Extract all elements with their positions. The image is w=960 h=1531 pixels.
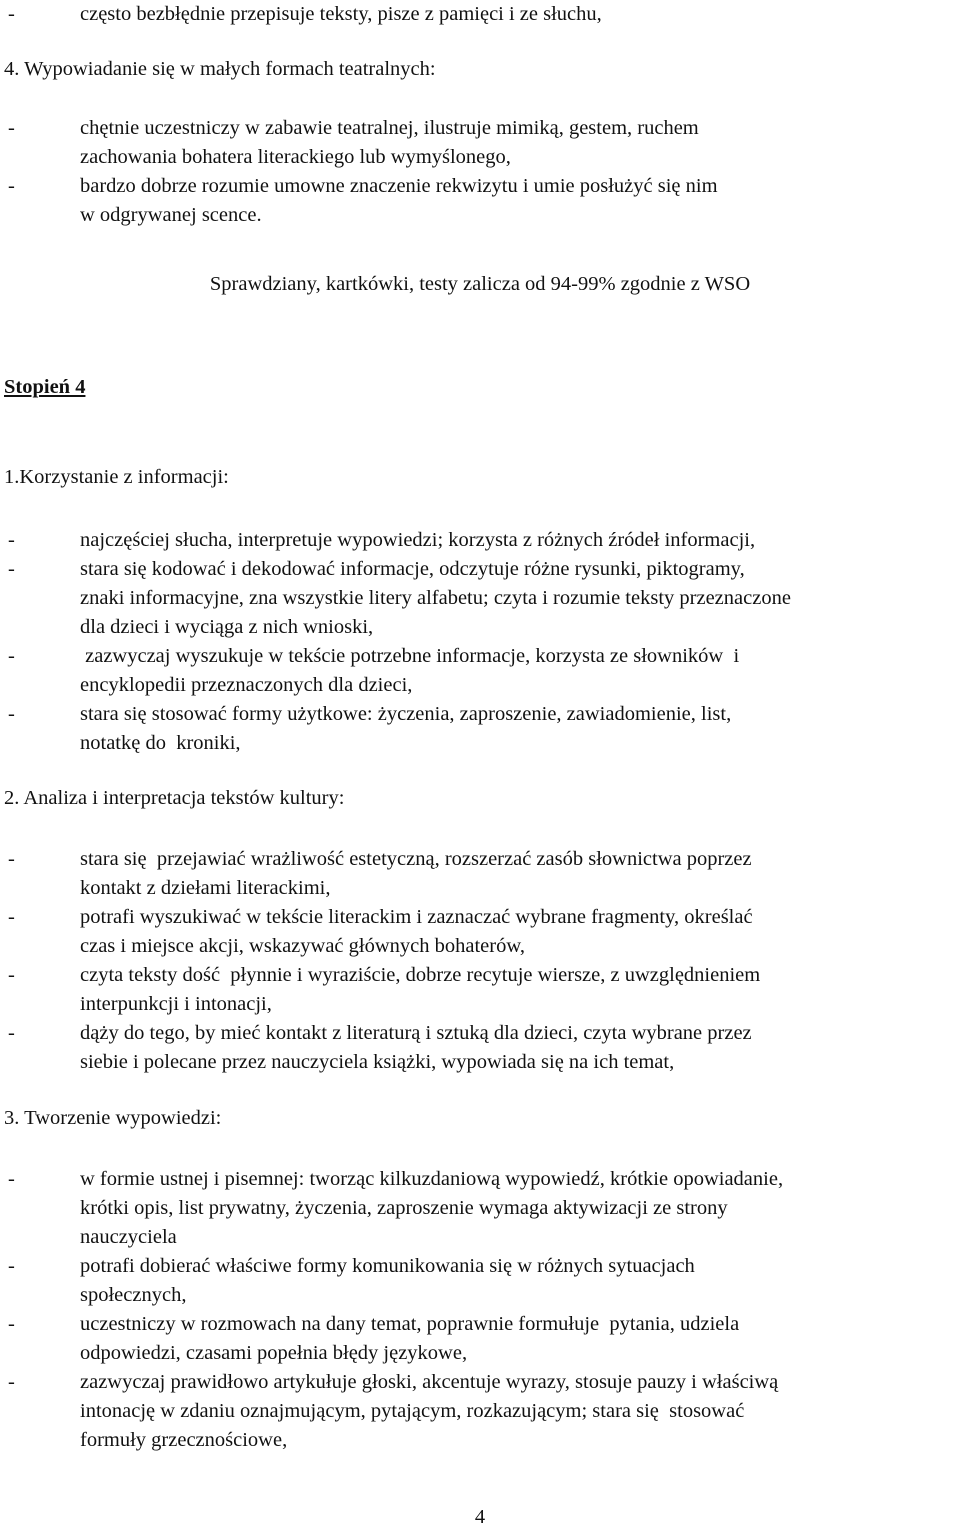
list-item-text: najczęściej słucha, interpretuje wypowiedzi; korzysta z różnych źródeł informacji,	[80, 529, 756, 551]
list-item-text: chętnie uczestniczy w zabawie teatralnej, ilustruje mimiką, gestem, ruchem	[80, 117, 699, 139]
list-item-text: siebie i polecane przez nauczyciela książki, wypowiada się na ich temat,	[80, 1051, 675, 1073]
list-item-text: dąży do tego, by mieć kontakt z literaturą i sztuką dla dzieci, czyta wybrane przez	[80, 1022, 752, 1044]
list-item-text: nauczyciela	[80, 1226, 177, 1248]
list-item-text: bardzo dobrze rozumie umowne znaczenie rekwizytu i umie posłużyć się nim	[80, 175, 718, 197]
list-item-text: często bezbłędnie przepisuje teksty, pisze z pamięci i ze słuchu,	[80, 3, 602, 25]
bullet-dash: -	[8, 529, 15, 551]
list-item-text: czyta teksty dość płynnie i wyraziście, dobrze recytuje wiersze, z uwzględnieniem	[80, 964, 761, 986]
list-item-text: stara się stosować formy użytkowe: życzenia, zaproszenie, zawiadomienie, list,	[80, 703, 732, 725]
bullet-dash: -	[8, 117, 15, 139]
list-item-text: uczestniczy w rozmowach na dany temat, poprawnie formułuje pytania, udziela	[80, 1313, 740, 1335]
list-item-text: stara się kodować i dekodować informacje, odczytuje różne rysunki, piktogramy,	[80, 558, 745, 580]
bullet-dash: -	[8, 1255, 15, 1277]
list-item-text: potrafi wyszukiwać w tekście literackim i zaznaczać wybrane fragmenty, określać	[80, 906, 753, 928]
bullet-dash: -	[8, 906, 15, 928]
bullet-dash: -	[8, 3, 15, 25]
bullet-dash: -	[8, 558, 15, 580]
grade-heading: Stopień 4	[4, 376, 86, 398]
list-item-text: znaki informacyjne, zna wszystkie litery alfabetu; czyta i rozumie teksty przeznaczone	[80, 587, 791, 609]
tests-note: Sprawdziany, kartkówki, testy zalicza od 94-99% zgodnie z WSO	[209, 273, 751, 295]
bullet-dash: -	[8, 645, 15, 667]
list-item-text: czas i miejsce akcji, wskazywać głównych bohaterów,	[80, 935, 525, 957]
list-item-text: notatkę do kroniki,	[80, 732, 241, 754]
bullet-dash: -	[8, 1022, 15, 1044]
bullet-dash: -	[8, 848, 15, 870]
list-item-text: stara się przejawiać wrażliwość estetyczną, rozszerzać zasób słownictwa poprzez	[80, 848, 752, 870]
section-heading: 2. Analiza i interpretacja tekstów kultury:	[4, 787, 345, 809]
section-heading: 4. Wypowiadanie się w małych formach teatralnych:	[4, 58, 436, 80]
section-heading: 3. Tworzenie wypowiedzi:	[4, 1107, 222, 1129]
list-item-text: kontakt z dziełami literackimi,	[80, 877, 331, 899]
list-item-text: krótki opis, list prywatny, życzenia, zaproszenie wymaga aktywizacji ze strony	[80, 1197, 728, 1219]
bullet-dash: -	[8, 175, 15, 197]
list-item-text: w formie ustnej i pisemnej: tworząc kilkuzdaniową wypowiedź, krótkie opowiadanie,	[80, 1168, 784, 1190]
bullet-dash: -	[8, 964, 15, 986]
list-item-text: społecznych,	[80, 1284, 187, 1306]
list-item-text: zazwyczaj prawidłowo artykułuje głoski, akcentuje wyrazy, stosuje pauzy i właściwą	[80, 1371, 779, 1393]
list-item-text: zazwyczaj wyszukuje w tekście potrzebne informacje, korzysta ze słowników i	[80, 645, 740, 667]
list-item-text: formuły grzecznościowe,	[80, 1429, 288, 1451]
list-item-text: w odgrywanej scence.	[80, 204, 262, 226]
list-item-text: dla dzieci i wyciąga z nich wnioski,	[80, 616, 374, 638]
list-item-text: interpunkcji i intonacji,	[80, 993, 272, 1015]
list-item-text: zachowania bohatera literackiego lub wymyślonego,	[80, 146, 511, 168]
bullet-dash: -	[8, 703, 15, 725]
section-heading: 1.Korzystanie z informacji:	[4, 466, 229, 488]
page-number: 4	[474, 1506, 486, 1528]
bullet-dash: -	[8, 1168, 15, 1190]
bullet-dash: -	[8, 1313, 15, 1335]
bullet-dash: -	[8, 1371, 15, 1393]
list-item-text: intonację w zdaniu oznajmującym, pytającym, rozkazującym; stara się stosować	[80, 1400, 745, 1422]
list-item-text: odpowiedzi, czasami popełnia błędy językowe,	[80, 1342, 468, 1364]
list-item-text: potrafi dobierać właściwe formy komunikowania się w różnych sytuacjach	[80, 1255, 695, 1277]
list-item-text: encyklopedii przeznaczonych dla dzieci,	[80, 674, 413, 696]
